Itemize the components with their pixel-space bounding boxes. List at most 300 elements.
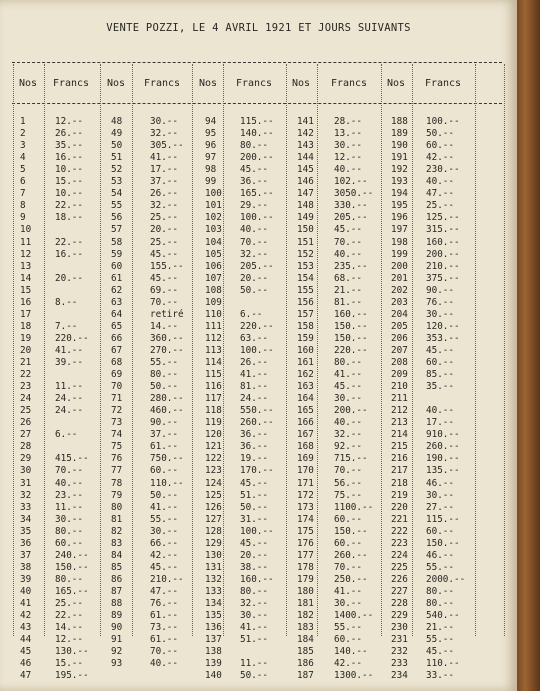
lot-number: 62 (111, 284, 123, 296)
price-value: 41.-- (55, 344, 83, 356)
lot-number: 207 (391, 344, 408, 356)
lot-number: 6 (20, 176, 26, 188)
price-value: 260.-- (426, 441, 460, 453)
lot-number: 83 (111, 537, 123, 549)
price-value: 60.-- (426, 357, 454, 368)
lot-number: 187 (297, 670, 314, 682)
lot-number: 146 (297, 176, 314, 188)
lot-number: 82 (111, 525, 123, 537)
lot-number: 11 (20, 236, 32, 248)
price-value: 17.-- (426, 417, 454, 429)
lot-number: 33 (20, 501, 32, 513)
lot-number: 163 (297, 381, 314, 393)
lot-number: 216 (391, 453, 408, 465)
price-value: 63.-- (240, 332, 268, 344)
price-value: 165.-- (55, 585, 89, 597)
price-value: 125.-- (426, 212, 460, 224)
price-value: 2000.-- (426, 573, 466, 585)
lot-number: 136 (205, 622, 222, 634)
price-value: 32.-- (150, 128, 178, 140)
column-header: Francs (330, 78, 368, 89)
lot-number: 226 (391, 573, 408, 585)
lot-number: 25 (20, 405, 32, 417)
price-value: 60.-- (426, 525, 454, 537)
lot-number: 20 (20, 344, 32, 356)
price-value: 910.-- (426, 429, 460, 441)
price-value: 26.-- (150, 188, 178, 200)
price-value: 460.-- (150, 405, 184, 417)
lot-number: 116 (205, 381, 222, 393)
price-value: 1100.-- (334, 501, 374, 513)
price-value: 7.-- (55, 320, 78, 332)
lot-number: 48 (111, 116, 123, 127)
lot-number: 201 (391, 272, 408, 284)
lot-number: 7 (20, 188, 26, 200)
lot-number: 217 (391, 465, 408, 477)
lot-number: 133 (205, 585, 222, 597)
price-value: 80.-- (55, 525, 83, 537)
price-value: 27.-- (426, 501, 454, 513)
price-value: 70.-- (334, 236, 362, 248)
price-value: 30.-- (150, 116, 178, 127)
lot-number: 117 (205, 393, 222, 405)
price-value: 36.-- (240, 176, 268, 188)
price-value: 70.-- (240, 236, 268, 248)
lot-number: 138 (205, 646, 222, 658)
lot-number: 38 (20, 561, 32, 573)
lot-number: 212 (391, 405, 408, 417)
price-value: 61.-- (150, 634, 178, 646)
lot-number: 232 (391, 646, 408, 658)
lot-number: 153 (297, 260, 314, 272)
lot-number: 72 (111, 405, 123, 417)
lot-number: 149 (297, 212, 314, 224)
lot-number: 58 (111, 236, 123, 248)
lot-number: 90 (111, 622, 123, 634)
lot-number: 160 (297, 344, 314, 356)
price-value: 39.-- (55, 357, 83, 368)
price-value: 305.-- (150, 140, 184, 152)
price-value: 160.-- (240, 573, 274, 585)
price-value: 40.-- (426, 405, 454, 417)
lot-number: 229 (391, 610, 408, 622)
lot-number: 35 (20, 525, 32, 537)
price-value: 38.-- (240, 561, 268, 573)
price-value: 41.-- (150, 501, 178, 513)
column-separator (504, 64, 505, 636)
price-value: 32.-- (150, 200, 178, 212)
price-value: 21.-- (426, 622, 454, 634)
price-value: 33.-- (426, 670, 454, 682)
price-value: 92.-- (334, 441, 362, 453)
price-value: 20.-- (240, 549, 268, 561)
lot-number: 65 (111, 320, 123, 332)
lot-number: 85 (111, 561, 123, 573)
price-value: 40.-- (240, 224, 268, 236)
lot-number: 231 (391, 634, 408, 646)
lot-number: 68 (111, 357, 123, 368)
lot-number: 21 (20, 357, 32, 368)
price-value: 110.-- (150, 477, 184, 489)
price-value: 40.-- (334, 248, 362, 260)
price-value: 40.-- (334, 164, 362, 176)
column-separator (381, 64, 382, 636)
price-value: 22.-- (55, 610, 83, 622)
lot-number: 177 (297, 549, 314, 561)
lot-number: 159 (297, 332, 314, 344)
lot-number: 179 (297, 573, 314, 585)
price-value: 76.-- (150, 598, 178, 609)
lot-number: 166 (297, 417, 314, 429)
lot-number: 23 (20, 381, 32, 393)
price-value: 155.-- (150, 260, 184, 272)
lot-number: 140 (205, 670, 222, 682)
price-value: 280.-- (150, 393, 184, 405)
lot-number: 141 (297, 116, 314, 127)
price-value: 220.-- (334, 344, 368, 356)
price-value: 17.-- (150, 164, 178, 176)
page-title: VENTE POZZI, LE 4 AVRIL 1921 ET JOURS SUIVANTS (106, 22, 411, 34)
price-value: 15.-- (55, 658, 83, 670)
price-value: 32.-- (240, 248, 268, 260)
lot-number: 63 (111, 296, 123, 308)
lot-number: 123 (205, 465, 222, 477)
price-value: 46.-- (426, 549, 454, 561)
column-header: Francs (52, 78, 90, 89)
price-value: 30.-- (334, 140, 362, 152)
price-value: 100.-- (240, 344, 274, 356)
price-value: 1300.-- (334, 670, 374, 682)
price-value: 35.-- (426, 381, 454, 393)
price-value: 160.-- (426, 236, 460, 248)
lot-number: 122 (205, 453, 222, 465)
price-value: 55.-- (150, 357, 178, 368)
lot-number: 209 (391, 369, 408, 381)
price-value: 41.-- (240, 622, 268, 634)
price-value: 205.-- (334, 212, 368, 224)
price-value: 30.-- (150, 525, 178, 537)
lot-number: 112 (205, 332, 222, 344)
price-value: 24.-- (55, 405, 83, 417)
lot-number: 154 (297, 272, 314, 284)
price-value: 55.-- (426, 634, 454, 646)
lot-number: 27 (20, 429, 32, 441)
price-value: 45.-- (150, 272, 178, 284)
price-value: 270.-- (150, 344, 184, 356)
price-value: 150.-- (334, 320, 368, 332)
lot-number: 51 (111, 152, 123, 164)
lot-number: 225 (391, 561, 408, 573)
price-value: 66.-- (150, 537, 178, 549)
price-value: 41.-- (334, 585, 362, 597)
lot-number: 13 (20, 260, 32, 272)
price-value: 150.-- (426, 537, 460, 549)
lot-number: 75 (111, 441, 123, 453)
price-value: 51.-- (240, 634, 268, 646)
lot-number: 168 (297, 441, 314, 453)
column-separator (475, 64, 476, 636)
price-value: 31.-- (240, 513, 268, 525)
lot-number: 22 (20, 369, 32, 381)
price-value: 80.-- (240, 585, 268, 597)
price-value: 375.-- (426, 272, 460, 284)
price-value: 80.-- (426, 598, 454, 609)
price-value: 315.-- (426, 224, 460, 236)
price-value: 37.-- (150, 176, 178, 188)
price-value: 75.-- (334, 489, 362, 501)
lot-number: 80 (111, 501, 123, 513)
price-value: 540.-- (426, 610, 460, 622)
price-value: 73.-- (150, 622, 178, 634)
lot-number: 54 (111, 188, 123, 200)
lot-number: 182 (297, 610, 314, 622)
price-value: 61.-- (150, 610, 178, 622)
lot-number: 206 (391, 332, 408, 344)
lot-number: 230 (391, 622, 408, 634)
lot-number: 220 (391, 501, 408, 513)
lot-number: 210 (391, 381, 408, 393)
lot-number: 137 (205, 634, 222, 646)
lot-number: 203 (391, 296, 408, 308)
price-value: 40.-- (334, 417, 362, 429)
price-value: 42.-- (334, 658, 362, 670)
lot-number: 170 (297, 465, 314, 477)
price-value: 22.-- (55, 200, 83, 212)
price-value: 32.-- (334, 429, 362, 441)
lot-number: 178 (297, 561, 314, 573)
price-value: 120.-- (426, 320, 460, 332)
lot-number: 111 (205, 320, 222, 332)
lot-number: 87 (111, 585, 123, 597)
column-separator (100, 64, 101, 636)
price-value: 30.-- (426, 489, 454, 501)
price-value: 110.-- (426, 658, 460, 670)
lot-number: 127 (205, 513, 222, 525)
price-value: 235.-- (334, 260, 368, 272)
lot-number: 183 (297, 622, 314, 634)
lot-number: 106 (205, 260, 222, 272)
lot-number: 96 (205, 140, 217, 152)
lot-number: 92 (111, 646, 123, 658)
price-value: 41.-- (334, 369, 362, 381)
header-rule-bottom (12, 103, 502, 104)
price-value: 100.-- (240, 525, 274, 537)
lot-number: 152 (297, 248, 314, 260)
price-value: 55.-- (150, 513, 178, 525)
header-rule-top (12, 62, 502, 63)
column-separator (286, 64, 287, 636)
price-value: 135.-- (426, 465, 460, 477)
lot-number: 81 (111, 513, 123, 525)
lot-number: 202 (391, 284, 408, 296)
lot-number: 218 (391, 477, 408, 489)
lot-number: 59 (111, 248, 123, 260)
price-value: 37.-- (150, 429, 178, 441)
price-value: 20.-- (150, 224, 178, 236)
lot-number: 37 (20, 549, 32, 561)
price-value: 90.-- (150, 417, 178, 429)
price-value: 60.-- (426, 140, 454, 152)
column-separator (132, 64, 133, 636)
lot-number: 32 (20, 489, 32, 501)
price-value: 14.-- (150, 320, 178, 332)
lot-number: 128 (205, 525, 222, 537)
lot-number: 193 (391, 176, 408, 188)
book-binding (517, 0, 540, 691)
lot-number: 199 (391, 248, 408, 260)
price-value: 40.-- (55, 477, 83, 489)
price-value: 16.-- (55, 248, 83, 260)
lot-number: 228 (391, 598, 408, 609)
lot-number: 174 (297, 513, 314, 525)
price-value: 81.-- (334, 296, 362, 308)
lot-number: 14 (20, 272, 32, 284)
price-value: 250.-- (334, 573, 368, 585)
lot-number: 145 (297, 164, 314, 176)
price-value: 200.-- (334, 405, 368, 417)
price-value: 60.-- (334, 513, 362, 525)
price-value: 40.-- (426, 176, 454, 188)
price-value: 60.-- (55, 537, 83, 549)
lot-number: 93 (111, 658, 123, 670)
price-value: 240.-- (55, 549, 89, 561)
price-value: 24.-- (55, 393, 83, 405)
price-value: 12.-- (55, 116, 83, 127)
lot-number: 77 (111, 465, 123, 477)
lot-number: 134 (205, 598, 222, 609)
price-value: 68.-- (334, 272, 362, 284)
price-value: 36.-- (240, 441, 268, 453)
price-value: 12.-- (334, 152, 362, 164)
price-value: 8.-- (55, 296, 78, 308)
price-value: 19.-- (240, 453, 268, 465)
price-value: 81.-- (240, 381, 268, 393)
lot-number: 15 (20, 284, 32, 296)
price-value: 80.-- (150, 369, 178, 381)
lot-number: 194 (391, 188, 408, 200)
price-value: 170.-- (240, 465, 274, 477)
price-value: 41.-- (240, 369, 268, 381)
price-value: 70.-- (334, 561, 362, 573)
lot-number: 49 (111, 128, 123, 140)
price-value: 29.-- (240, 200, 268, 212)
price-value: 10.-- (55, 164, 83, 176)
price-value: 36.-- (240, 429, 268, 441)
column-header: Francs (235, 78, 273, 89)
price-value: 40.-- (150, 658, 178, 670)
lot-number: 74 (111, 429, 123, 441)
lot-number: 124 (205, 477, 222, 489)
lot-number: 44 (20, 634, 32, 646)
column-separator (317, 64, 318, 636)
price-value: 190.-- (426, 453, 460, 465)
lot-number: 105 (205, 248, 222, 260)
price-value: 55.-- (426, 561, 454, 573)
price-value: 260.-- (240, 417, 274, 429)
lot-number: 211 (391, 393, 408, 405)
price-value: 50.-- (150, 381, 178, 393)
column-header: Francs (424, 78, 462, 89)
price-value: 6.-- (55, 429, 78, 441)
lot-number: 158 (297, 320, 314, 332)
lot-number: 101 (205, 200, 222, 212)
price-value: 330.-- (334, 200, 368, 212)
lot-number: 66 (111, 332, 123, 344)
price-value: 45.-- (240, 477, 268, 489)
lot-number: 155 (297, 284, 314, 296)
lot-number: 98 (205, 164, 217, 176)
lot-number: 79 (111, 489, 123, 501)
lot-number: 115 (205, 369, 222, 381)
price-value: 60.-- (150, 465, 178, 477)
lot-number: 110 (205, 308, 222, 320)
lot-number: 73 (111, 417, 123, 429)
price-value: 25.-- (150, 236, 178, 248)
lot-number: 172 (297, 489, 314, 501)
lot-number: 142 (297, 128, 314, 140)
lot-number: 61 (111, 272, 123, 284)
price-value: 45.-- (240, 537, 268, 549)
lot-number: 184 (297, 634, 314, 646)
lot-number: 100 (205, 188, 222, 200)
price-value: 16.-- (55, 152, 83, 164)
lot-number: 151 (297, 236, 314, 248)
price-value: 50.-- (240, 501, 268, 513)
lot-number: 132 (205, 573, 222, 585)
lot-number: 147 (297, 188, 314, 200)
lot-number: 129 (205, 537, 222, 549)
lot-number: 221 (391, 513, 408, 525)
lot-number: 97 (205, 152, 217, 164)
price-value: 100.-- (240, 212, 274, 224)
lot-number: 88 (111, 598, 123, 609)
lot-number: 234 (391, 670, 408, 682)
price-value: 18.-- (55, 212, 83, 224)
lot-number: 43 (20, 622, 32, 634)
lot-number: 165 (297, 405, 314, 417)
price-value: 80.-- (426, 585, 454, 597)
price-value: 45.-- (150, 248, 178, 260)
lot-number: 125 (205, 489, 222, 501)
lot-number: 143 (297, 140, 314, 152)
price-value: 20.-- (240, 272, 268, 284)
price-value: 45.-- (334, 224, 362, 236)
lot-number: 86 (111, 573, 123, 585)
price-value: 150.-- (334, 525, 368, 537)
price-value: 30.-- (334, 598, 362, 609)
price-value: 80.-- (334, 357, 362, 368)
lot-number: 78 (111, 477, 123, 489)
price-value: 195.-- (55, 670, 89, 682)
price-value: 12.-- (55, 634, 83, 646)
price-value: 220.-- (55, 332, 89, 344)
price-value: 45.-- (150, 561, 178, 573)
price-value: 70.-- (150, 296, 178, 308)
lot-number: 198 (391, 236, 408, 248)
price-value: 140.-- (240, 128, 274, 140)
price-value: 80.-- (55, 573, 83, 585)
price-value: 70.-- (334, 465, 362, 477)
price-value: 76.-- (426, 296, 454, 308)
price-value: 26.-- (55, 128, 83, 140)
price-value: 50.-- (240, 284, 268, 296)
lot-number: 94 (205, 116, 217, 127)
column-separator (192, 64, 193, 636)
price-value: 41.-- (150, 152, 178, 164)
lot-number: 55 (111, 200, 123, 212)
price-value: 715.-- (334, 453, 368, 465)
lot-number: 36 (20, 537, 32, 549)
